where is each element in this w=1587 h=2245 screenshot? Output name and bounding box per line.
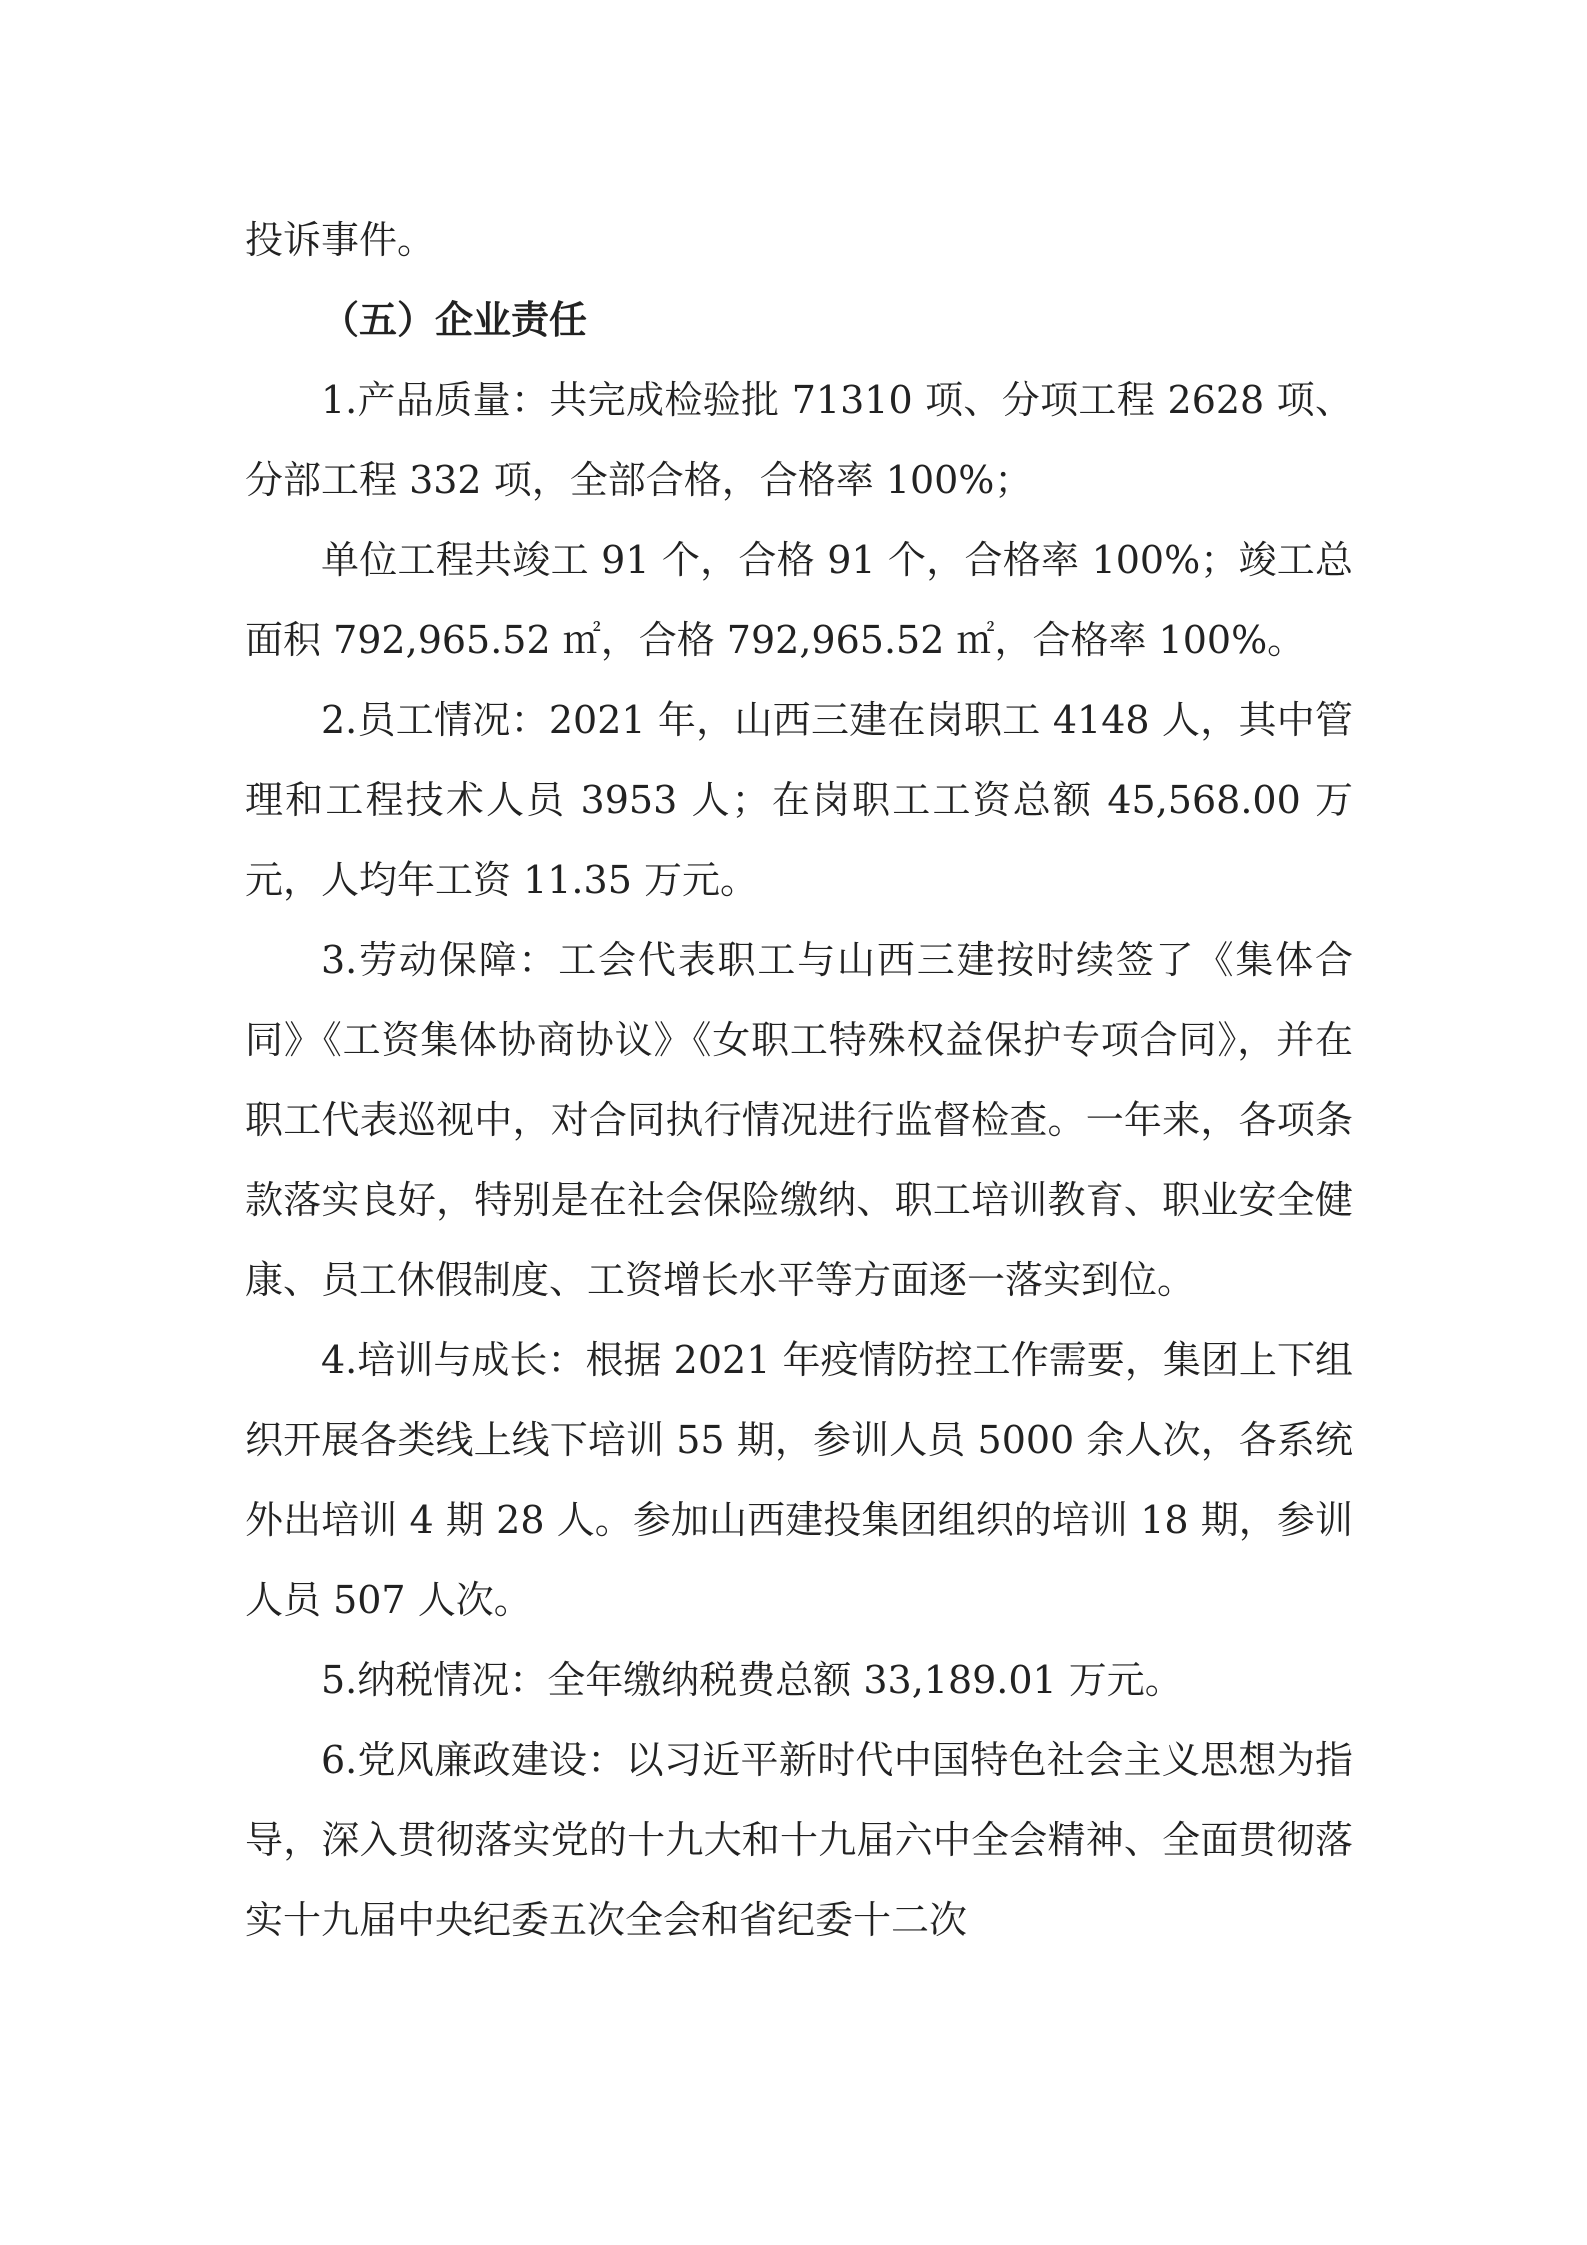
paragraph-continuation: 投诉事件。 [245, 218, 436, 262]
paragraph-party-building: 6.党风廉政建设：以习近平新时代中国特色社会主义思想为指导，深入贯彻落实党的十九大和十九届六中全会精神、全面贯彻落实十九届中央纪委五次全会和省纪委十二次 [245, 1738, 1353, 1942]
paragraph-unit-projects: 单位工程共竣工 91 个，合格 91 个，合格率 100%；竣工总面积 792,965.52 ㎡，合格 792,965.52 ㎡，合格率 100%。 [245, 538, 1353, 662]
paragraph-product-quality: 1.产品质量：共完成检验批 71310 项、分项工程 2628 项、分部工程 332 项，全部合格，合格率 100%； [245, 378, 1353, 502]
paragraph-tax: 5.纳税情况：全年缴纳税费总额 33,189.01 万元。 [321, 1658, 1183, 1702]
paragraph-labor-protection: 3.劳动保障：工会代表职工与山西三建按时续签了《集体合同》《工资集体协商协议》《女职工特殊权益保护专项合同》，并在职工代表巡视中，对合同执行情况进行监督检查。一年来，各项条款落实良好，特别是在社会保险缴纳、职工培训教育、职业安全健康、员工休假制度、工资增长水平等方面逐一落实到位。 [245, 938, 1353, 1302]
document-body [245, 200, 1353, 1960]
section-heading-enterprise-responsibility: （五）企业责任 [321, 297, 588, 342]
paragraph-employees: 2.员工情况：2021 年，山西三建在岗职工 4148 人，其中管理和工程技术人员 3953 人；在岗职工工资总额 45,568.00 万元，人均年工资 11.35 万元。 [245, 698, 1353, 902]
paragraph-training: 4.培训与成长：根据 2021 年疫情防控工作需要，集团上下组织开展各类线上线下培训 55 期，参训人员 5000 余人次，各系统外出培训 4 期 28 人。参加山西建投集团组织的培训 18 期，参训人员 507 人次。 [245, 1338, 1353, 1622]
